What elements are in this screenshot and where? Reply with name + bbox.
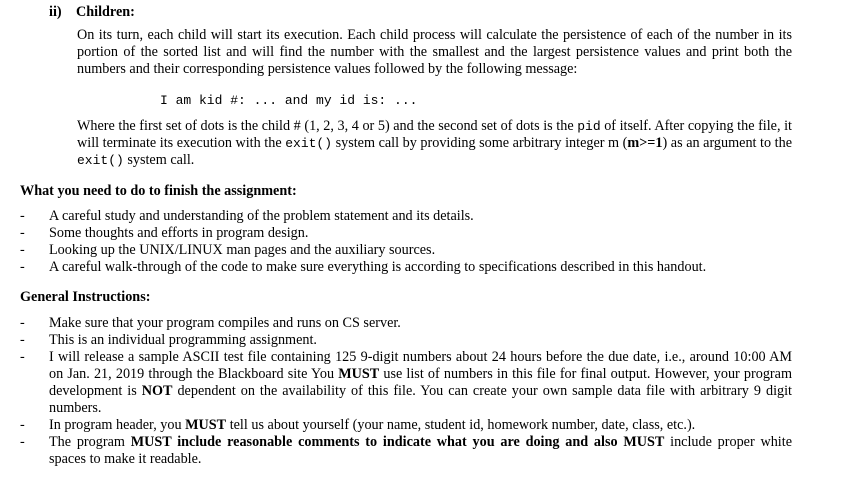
- emphasis-text: MUST: [185, 417, 227, 433]
- list-item-text: The program: [49, 434, 131, 450]
- finish-assignment-heading: What you need to do to finish the assignment:: [20, 183, 297, 199]
- section-title: Children:: [76, 4, 135, 20]
- list-item-text: A careful walk-through of the code to make sure everything is according to specifications described in this handout.: [49, 259, 707, 275]
- list-item-text: In program header, you: [49, 417, 186, 433]
- dash-bullet: -: [20, 208, 25, 224]
- dash-bullet: -: [20, 225, 25, 241]
- finish-assignment-list: [20, 208, 792, 276]
- exit-call-code: exit(): [285, 136, 333, 151]
- para2-text-2: of itself. After copying the file, it will terminate its execution with the: [77, 118, 793, 151]
- emphasis-text: MUST include reasonable comments to indicate what you are doing and also MUST: [130, 434, 665, 450]
- message-format-line: I am kid #: ... and my id is: ...: [160, 93, 418, 108]
- exit-call-code-2: exit(): [77, 153, 124, 168]
- emphasis-text: MUST: [338, 366, 380, 382]
- list-item-text: I will release a sample ASCII test file containing 125 9-digit numbers about 24 hours before the due date, i.e., around 10:00 AM on Jan. 21, 2019 through the Blackboard site You: [49, 349, 792, 382]
- section-number: ii): [49, 4, 62, 20]
- list-item-text: This is an individual programming assignment.: [49, 332, 317, 348]
- list-item: [20, 242, 792, 259]
- general-instructions-list: [20, 315, 792, 468]
- section-heading: [49, 4, 135, 21]
- dash-bullet: -: [20, 349, 25, 365]
- dash-bullet: -: [20, 417, 25, 433]
- general-instructions-heading: General Instructions:: [20, 289, 151, 305]
- list-item: [20, 434, 792, 468]
- list-item-text: Looking up the UNIX/LINUX man pages and the auxiliary sources.: [49, 242, 436, 258]
- list-item-text: include proper white spaces to make it readable.: [49, 434, 792, 467]
- list-item-text: A careful study and understanding of the problem statement and its details.: [49, 208, 474, 224]
- list-item-text: Make sure that your program compiles and runs on CS server.: [49, 315, 401, 331]
- list-item: [20, 259, 792, 276]
- list-item: [20, 208, 792, 225]
- dash-bullet: -: [20, 332, 25, 348]
- m-condition: m>=1: [627, 135, 663, 151]
- para2-text-4: ) as an argument to the: [662, 135, 793, 151]
- emphasis-text: NOT: [141, 383, 173, 399]
- list-item-text: dependent on the availability of this file. You can create your own sample data file with arbitrary 9 digit numbers.: [49, 383, 792, 416]
- para2-text-1: Where the first set of dots is the child # (1, 2, 3, 4 or 5) and the second set of dots is the: [77, 118, 578, 134]
- list-item-text: use list of numbers in this file for final output. However, your program development is: [49, 366, 792, 399]
- list-item-text: tell us about yourself (your name, student id, homework number, date, class, etc.).: [226, 417, 696, 433]
- list-item: [20, 417, 792, 434]
- pid-code: pid: [577, 119, 601, 134]
- list-item: [20, 332, 792, 349]
- children-description-paragraph: On its turn, each child will start its execution. Each child process will calculate the persistence of each of the number in its portion of the sorted list and will find the number with the smallest and the largest persistence values and print both the numbers and their corresponding persistence values followed by the following message:: [77, 27, 792, 77]
- dots-explanation-paragraph: [77, 118, 792, 169]
- para2-text-3: system call by providing some arbitrary integer m (: [332, 135, 628, 151]
- para2-text-5: system call.: [123, 152, 195, 168]
- list-item: [20, 315, 792, 332]
- dash-bullet: -: [20, 259, 25, 275]
- dash-bullet: -: [20, 242, 25, 258]
- list-item: [20, 349, 792, 417]
- list-item: [20, 225, 792, 242]
- dash-bullet: -: [20, 434, 25, 450]
- list-item-text: Some thoughts and efforts in program design.: [49, 225, 309, 241]
- dash-bullet: -: [20, 315, 25, 331]
